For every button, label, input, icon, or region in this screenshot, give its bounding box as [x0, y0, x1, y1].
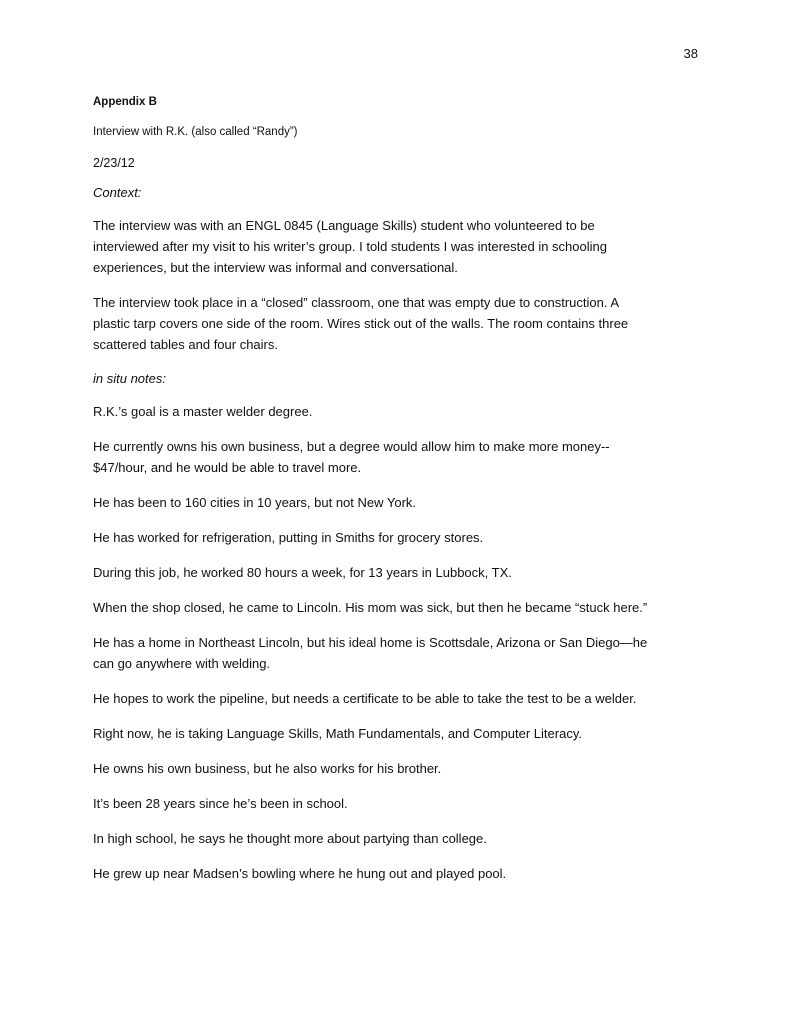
text-line: The interview took place in a “closed” classroom, one that was empty due to construction. A [93, 295, 620, 310]
note-paragraph [93, 401, 703, 422]
note-paragraph [93, 828, 703, 849]
context-label: Context: [93, 185, 142, 200]
appendix-heading: Appendix B [93, 96, 157, 108]
text-line: R.K.’s goal is a master welder degree. [93, 404, 313, 419]
note-paragraph [93, 492, 703, 513]
note-paragraph [93, 562, 703, 583]
note-paragraph [93, 688, 703, 709]
text-line: $47/hour, and he would be able to travel more. [93, 460, 362, 475]
text-line: When the shop closed, he came to Lincoln. His mom was sick, but then he became “stuck here.” [93, 600, 648, 615]
note-paragraph [93, 793, 703, 814]
text-line: In high school, he says he thought more about partying than college. [93, 831, 487, 846]
interview-title: Interview with R.K. (also called “Randy”) [93, 126, 298, 138]
text-line: interviewed after my visit to his writer’s group. I told students I was interested in schooling [93, 239, 607, 254]
text-line: He hopes to work the pipeline, but needs a certificate to be able to take the test to be a welder. [93, 691, 637, 706]
note-paragraph [93, 597, 703, 618]
notes-label: in situ notes: [93, 371, 166, 386]
text-line: can go anywhere with welding. [93, 656, 271, 671]
text-line: He owns his own business, but he also works for his brother. [93, 761, 442, 776]
text-line: He grew up near Madsen’s bowling where he hung out and played pool. [93, 866, 507, 881]
text-line: During this job, he worked 80 hours a week, for 13 years in Lubbock, TX. [93, 565, 512, 580]
text-line: plastic tarp covers one side of the room. Wires stick out of the walls. The room contains three [93, 316, 629, 331]
context-paragraph [93, 292, 703, 355]
note-paragraph [93, 527, 703, 548]
text-line: experiences, but the interview was informal and conversational. [93, 260, 458, 275]
text-line: scattered tables and four chairs. [93, 337, 278, 352]
note-paragraph [93, 632, 703, 674]
page-number: 38 [683, 46, 698, 61]
text-line: He has been to 160 cities in 10 years, but not New York. [93, 495, 417, 510]
text-line: Right now, he is taking Language Skills, Math Fundamentals, and Computer Literacy. [93, 726, 582, 741]
text-line: He has a home in Northeast Lincoln, but his ideal home is Scottsdale, Arizona or San Diego—he [93, 635, 648, 650]
interview-date: 2/23/12 [93, 156, 135, 170]
page-content [93, 94, 703, 898]
note-paragraph [93, 436, 703, 478]
note-paragraph [93, 723, 703, 744]
text-line: He currently owns his own business, but a degree would allow him to make more money-- [93, 439, 610, 454]
text-line: The interview was with an ENGL 0845 (Language Skills) student who volunteered to be [93, 218, 595, 233]
note-paragraph [93, 758, 703, 779]
note-paragraph [93, 863, 703, 884]
text-line: It’s been 28 years since he’s been in school. [93, 796, 348, 811]
context-paragraph [93, 215, 703, 278]
text-line: He has worked for refrigeration, putting in Smiths for grocery stores. [93, 530, 484, 545]
